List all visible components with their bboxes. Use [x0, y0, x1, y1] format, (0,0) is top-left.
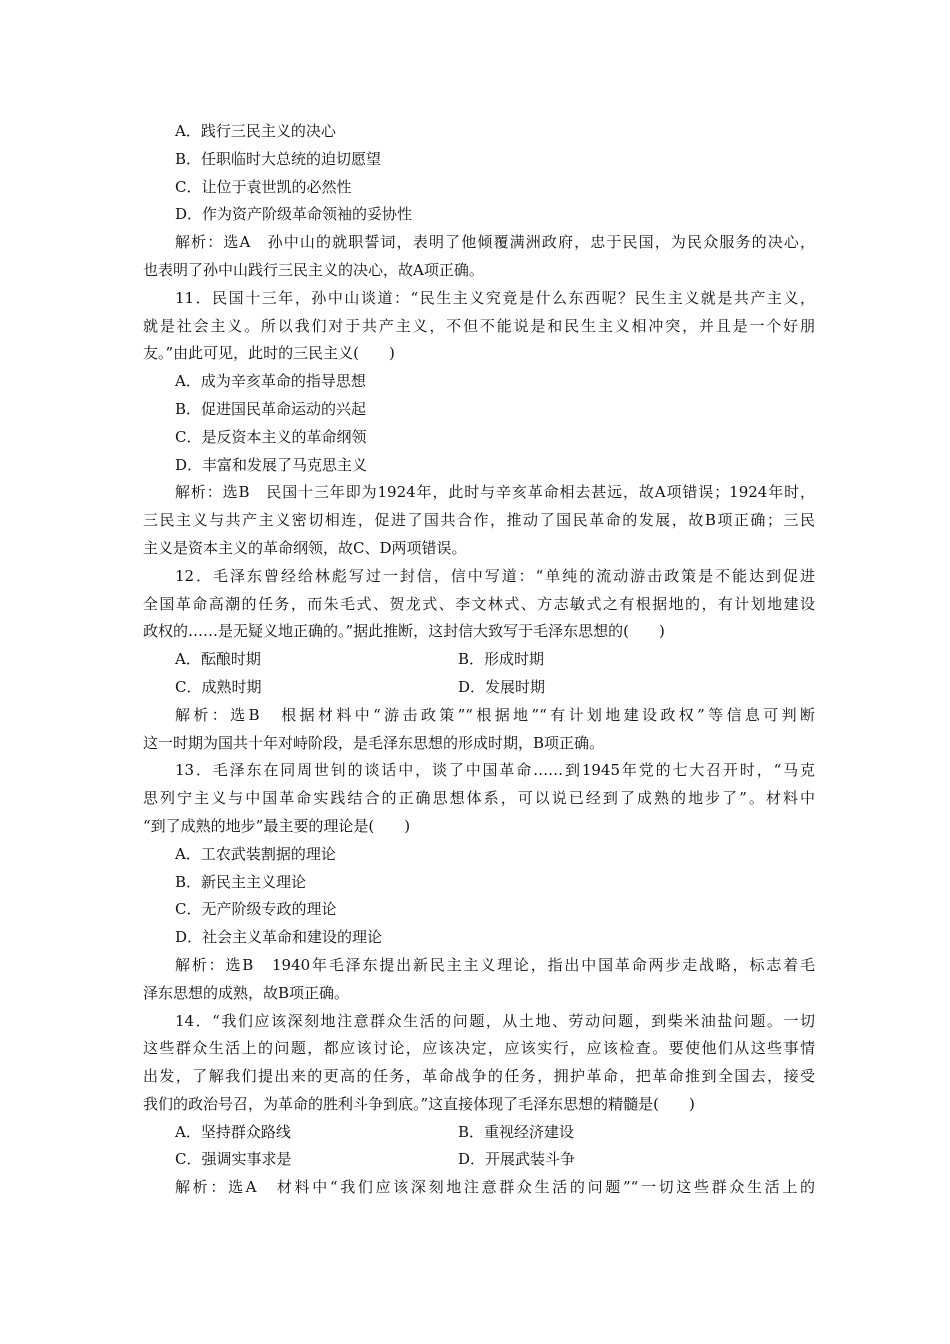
- q11-stem-line: 就是社会主义。所以我们对于共产主义，不但不能说是和民生主义相冲突，并且是一个好朋: [143, 316, 815, 335]
- q12-analysis-line: 解析：选B 根据材料中“游击政策”“根据地”“有计划地建设政权”等信息可判断: [175, 705, 815, 724]
- q14-stem-line: 我们的政治号召，为革命的胜利斗争到底。”这直接体现了毛泽东思想的精髓是( ): [143, 1094, 695, 1113]
- q10-options: [143, 118, 815, 229]
- q12-options: [143, 646, 815, 702]
- q13-analysis: [143, 952, 815, 1008]
- q10-option-b: B．任职临时大总统的迫切愿望: [175, 149, 382, 168]
- q13-analysis-line: 泽东思想的成熟，故B项正确。: [143, 983, 350, 1002]
- q14-options: [143, 1119, 815, 1175]
- q13-option-d: D．社会主义革命和建设的理论: [175, 928, 383, 947]
- q14-options-row: [143, 1146, 815, 1174]
- q14-analysis-line: 解析：选A 材料中“我们应该深刻地注意群众生活的问题”“一切这些群众生活上的: [175, 1178, 815, 1197]
- q11-stem: [143, 285, 815, 368]
- q14-stem-line: 14．“我们应该深刻地注意群众生活的问题，从土地、劳动问题，到柴米油盐问题。一切: [175, 1011, 815, 1030]
- q13-stem-line: “到了成熟的地步”最主要的理论是( ): [143, 816, 411, 835]
- q13-analysis-line: 解析：选B 1940年毛泽东提出新民主主义理论，指出中国革命两步走战略，标志着毛: [175, 955, 815, 974]
- q12-stem-line: 12．毛泽东曾经给林彪写过一封信，信中写道：“单纯的流动游击政策是不能达到促进: [175, 566, 815, 585]
- q11-options: [143, 368, 815, 479]
- q10-option-a: A．践行三民主义的决心: [175, 122, 336, 140]
- q14-option-c: C．强调实事求是: [175, 1150, 292, 1169]
- q13-option-a: A．工农武装割据的理论: [175, 844, 336, 863]
- q11-analysis-line: 主义是资本主义的革命纲领，故C、D两项错误。: [143, 538, 467, 557]
- q14-options-row: [143, 1119, 815, 1147]
- q11-stem-line: 11．民国十三年，孙中山谈道：“民生主义究竟是什么东西呢？民生主义就是共产主义，: [175, 288, 815, 307]
- q14-stem-line: 出发，了解我们提出来的更高的任务，革命战争的任务，拥护革命，把革命推到全国去，接受: [143, 1067, 815, 1086]
- q14-stem: [143, 1008, 815, 1119]
- q13-options: [143, 841, 815, 952]
- q13-option-c: C．无产阶级专政的理论: [175, 900, 337, 919]
- q12-stem-line: 政权的……是无疑义地正确的。”据此推断，这封信大致写于毛泽东思想的( ): [143, 622, 665, 641]
- q10-option-c: C．让位于袁世凯的必然性: [175, 177, 352, 196]
- q11-stem-line: 友。”由此可见，此时的三民主义( ): [143, 344, 395, 363]
- q13-stem-line: 13．毛泽东在同周世钊的谈话中，谈了中国革命……到1945年党的七大召开时，“马克: [175, 761, 815, 780]
- q11-analysis-line: 解析：选B 民国十三年即为1924年，此时与辛亥革命相去甚远，故A项错误；1924年时，: [175, 483, 815, 502]
- q12-option-a: A．酝酿时期: [175, 650, 261, 669]
- q12-analysis-line: 这一时期为国共十年对峙阶段，是毛泽东思想的形成时期，B项正确。: [143, 733, 605, 752]
- q11-option-a: A．成为辛亥革命的指导思想: [175, 372, 366, 391]
- q11-option-d: D．丰富和发展了马克思主义: [175, 455, 368, 474]
- q12-analysis: [143, 702, 815, 758]
- q10-option-d: D．作为资产阶级革命领袖的妥协性: [175, 205, 413, 224]
- q14-option-d: D．开展武装斗争: [458, 1150, 576, 1169]
- q12-option-c: C．成熟时期: [175, 677, 262, 696]
- q13-option-b: B．新民主主义理论: [175, 872, 307, 891]
- q14-option-b: B．重视经济建设: [458, 1122, 575, 1141]
- q12-option-b: B．形成时期: [458, 650, 545, 669]
- q10-analysis: [143, 229, 815, 285]
- q10-analysis-line: 也表明了孙中山践行三民主义的决心，故A项正确。: [143, 260, 484, 279]
- q11-analysis: [143, 479, 815, 562]
- q11-analysis-line: 三民主义与共产主义密切相连，促进了国共合作，推动了国民革命的发展，故B项正确；三民: [143, 511, 815, 530]
- q14-analysis: [143, 1174, 815, 1202]
- q10-analysis-line: 解析：选A 孙中山的就职誓词，表明了他倾覆满洲政府，忠于民国，为民众服务的决心，: [175, 233, 815, 252]
- q12-option-d: D．发展时期: [458, 677, 546, 696]
- document-page: [143, 118, 815, 1202]
- q14-option-a: A．坚持群众路线: [175, 1122, 291, 1141]
- q13-stem: [143, 757, 815, 840]
- q11-option-c: C．是反资本主义的革命纲领: [175, 427, 367, 446]
- q12-options-row: [143, 674, 815, 702]
- q13-stem-line: 思列宁主义与中国革命实践结合的正确思想体系，可以说已经到了成熟的地步了”。材料中: [143, 789, 815, 808]
- q12-stem: [143, 563, 815, 646]
- q11-option-b: B．促进国民革命运动的兴起: [175, 399, 367, 418]
- q14-stem-line: 这些群众生活上的问题，都应该讨论，应该决定，应该实行，应该检查。要使他们从这些事情: [143, 1039, 815, 1058]
- q12-stem-line: 全国革命高潮的任务，而朱毛式、贺龙式、李文林式、方志敏式之有根据地的，有计划地建设: [143, 594, 815, 613]
- q12-options-row: [143, 646, 815, 674]
